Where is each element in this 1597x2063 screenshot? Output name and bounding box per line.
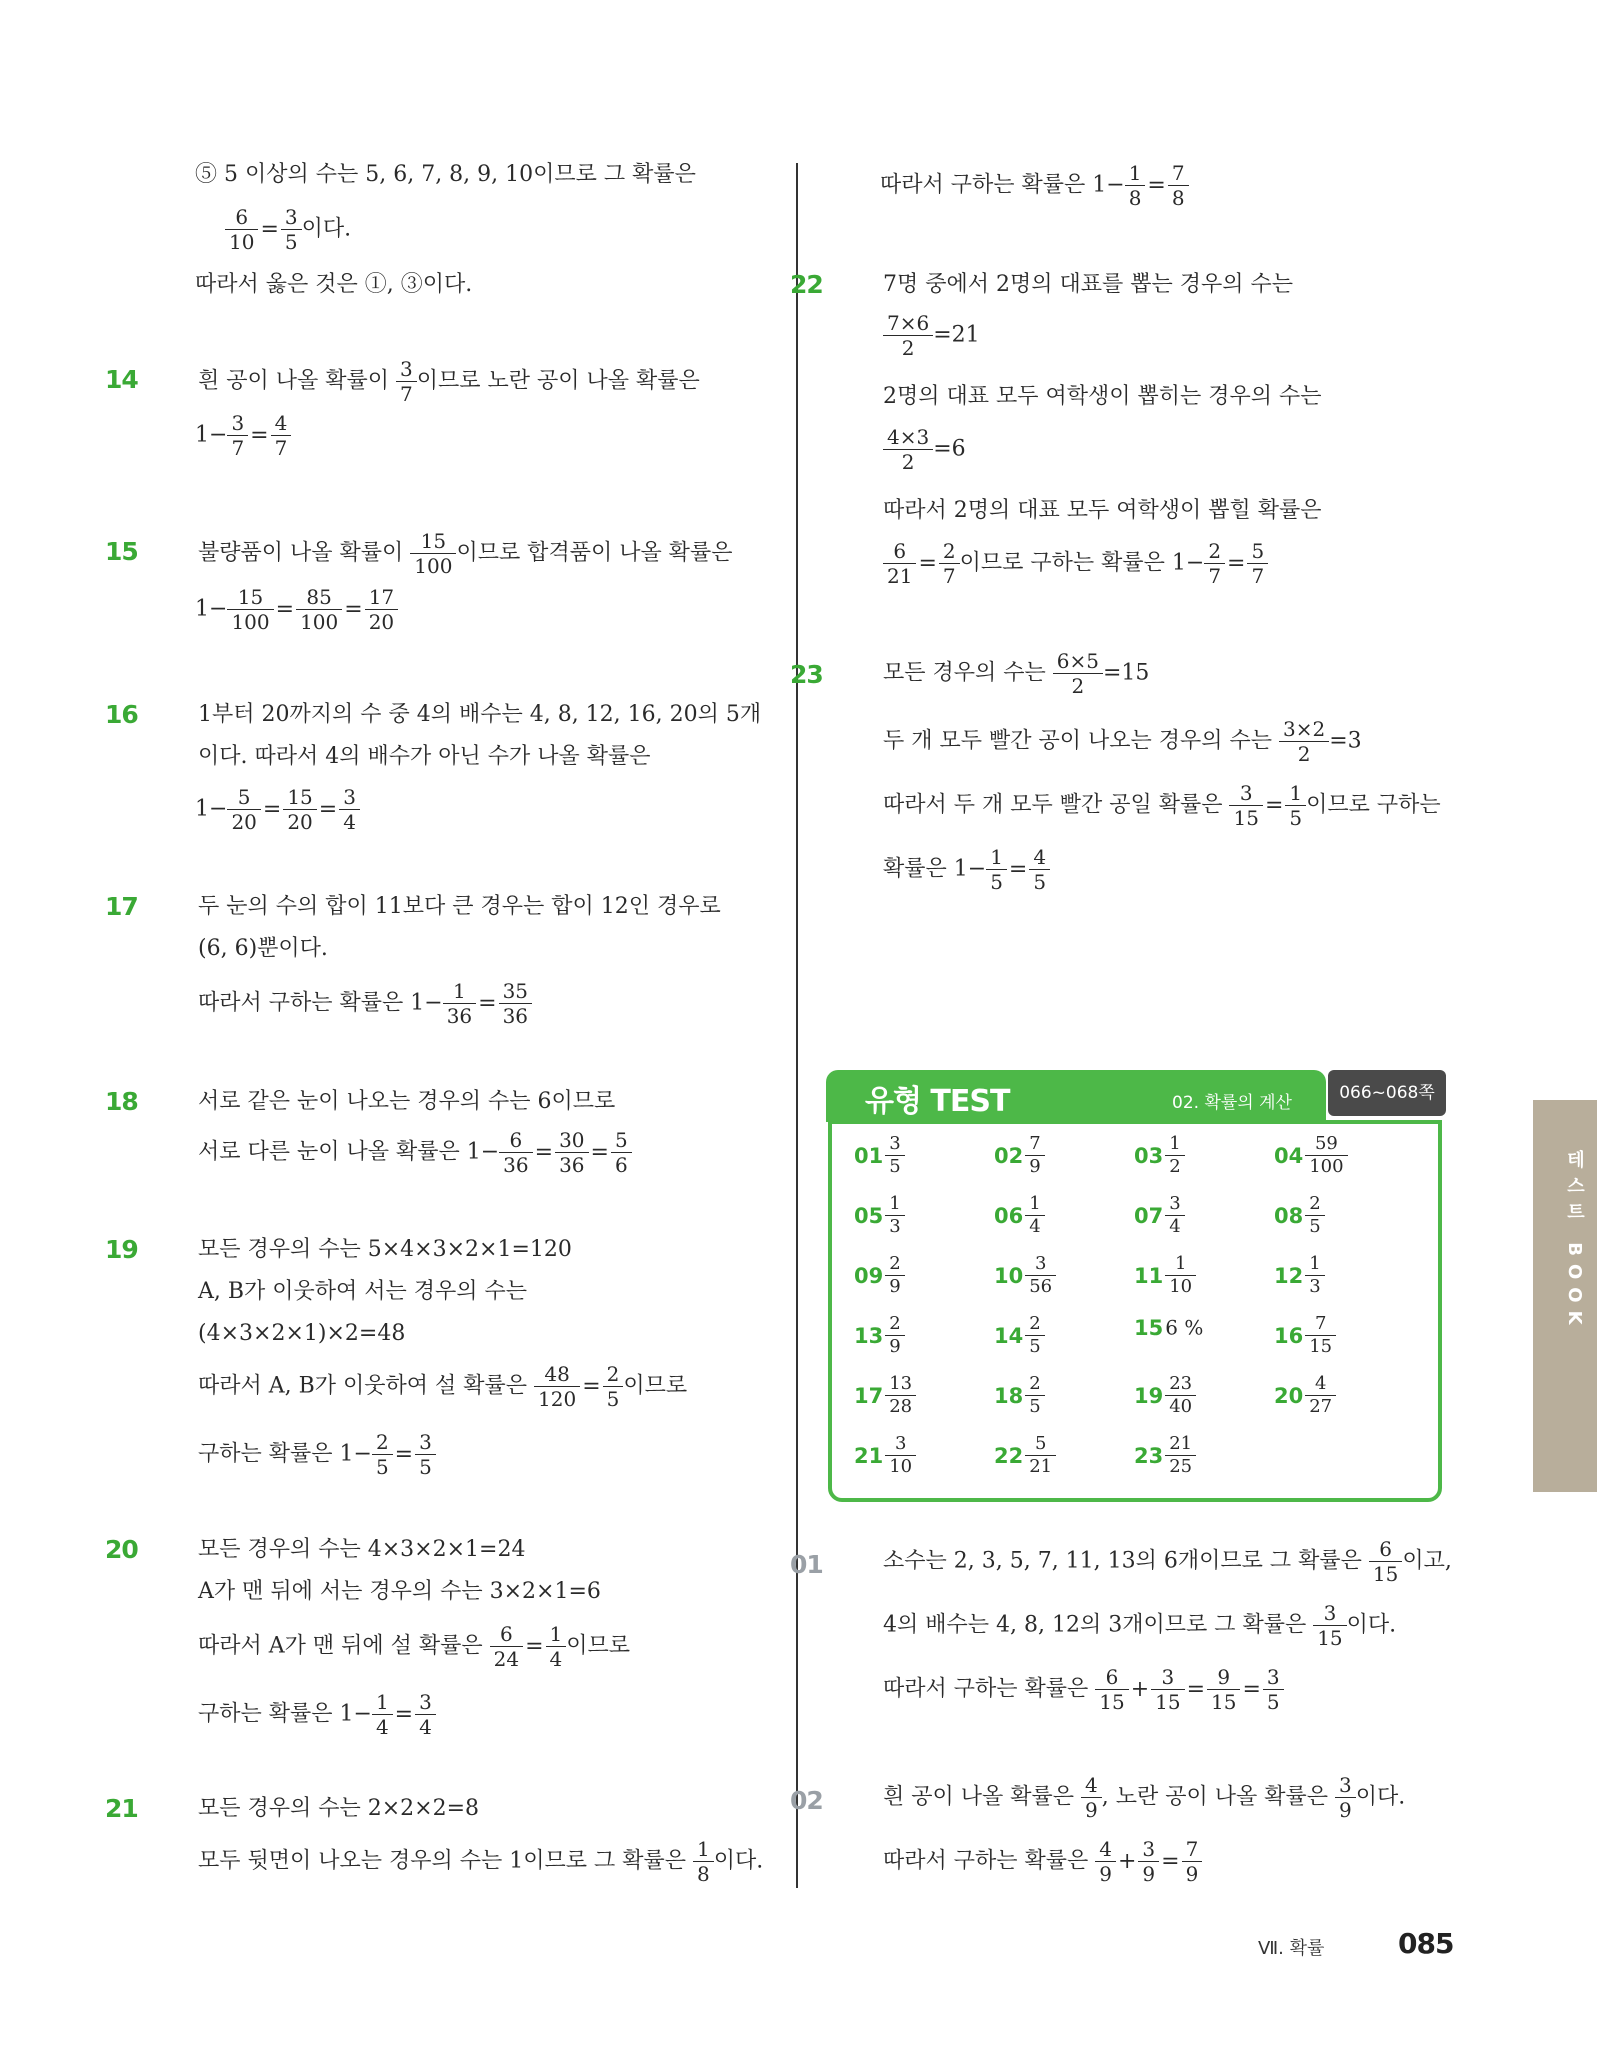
fraction: $\frac{35}{36}$ xyxy=(501,980,530,1027)
fraction: $\frac{6\times 5}{2}$ xyxy=(1055,650,1101,697)
text-line: 구하는 확률은 1− $\frac{2}{5}$ = $\frac{3}{5}$ xyxy=(198,1431,436,1478)
text-line: 따라서 구하는 확률은 $\frac{4}{9}$ + $\frac{3}{9}$ = $\frac{7}{9}$ xyxy=(883,1838,1202,1885)
text-line: 이다. 따라서 4의 배수가 아닌 수가 나올 확률은 xyxy=(198,744,651,769)
fraction: $\frac{3}{7}$ xyxy=(398,358,415,405)
text-line: 따라서 A, B가 이웃하여 설 확률은 $\frac{48}{120}$ = $\frac{2}{5}$ 이므로 xyxy=(198,1362,688,1411)
fraction: $\frac{5}{6}$ xyxy=(613,1129,630,1176)
problem-number: 21 xyxy=(105,1794,138,1823)
answer-item xyxy=(994,1434,1056,1477)
answer-fraction: $\frac{59}{100}$ xyxy=(1307,1134,1345,1177)
answer-fraction: $\frac{1}{4}$ xyxy=(1027,1194,1042,1237)
text-line: 따라서 2명의 대표 모두 여학생이 뽑힐 확률은 xyxy=(883,498,1322,523)
answer-item xyxy=(1134,1374,1196,1417)
fraction: $\frac{1}{4}$ xyxy=(548,1623,565,1670)
answer-fraction: $\frac{3}{56}$ xyxy=(1027,1254,1054,1297)
fraction: $\frac{3}{9}$ xyxy=(1337,1774,1354,1821)
answer-item xyxy=(854,1134,905,1177)
fraction: $\frac{3}{4}$ xyxy=(341,786,358,833)
text-line: 따라서 두 개 모두 빨간 공일 확률은 $\frac{3}{15}$ = $\frac{1}{5}$ 이므로 구하는 xyxy=(883,781,1441,830)
fraction: $\frac{6}{15}$ xyxy=(1371,1538,1400,1585)
fraction: $\frac{6}{24}$ xyxy=(492,1623,521,1670)
text-line: 흰 공이 나올 확률은 $\frac{4}{9}$ , 노란 공이 나올 확률은 $\frac{3}{9}$ 이다. xyxy=(883,1773,1406,1822)
answer-fraction: $\frac{2}{5}$ xyxy=(1027,1374,1042,1417)
answer-fraction: $\frac{4}{27}$ xyxy=(1307,1374,1334,1417)
fraction: $\frac{2}{7}$ xyxy=(941,540,958,587)
fraction: $\frac{15}{20}$ xyxy=(285,786,314,833)
fraction: $\frac{2}{7}$ xyxy=(1206,540,1223,587)
answer-item xyxy=(1274,1254,1325,1297)
text-line: $\frac{6}{10}$ = $\frac{3}{5}$ 이다. xyxy=(225,206,351,253)
answer-item xyxy=(994,1254,1056,1297)
text-line: 구하는 확률은 1− $\frac{1}{4}$ = $\frac{3}{4}$ xyxy=(198,1691,436,1738)
answer-item xyxy=(854,1254,905,1297)
answer-item xyxy=(1274,1374,1336,1417)
problem-number: 14 xyxy=(105,365,138,394)
answer-item xyxy=(854,1374,916,1417)
fraction: $\frac{1}{5}$ xyxy=(988,846,1005,893)
fraction: $\frac{1}{5}$ xyxy=(1287,782,1304,829)
fraction: $\frac{85}{100}$ xyxy=(298,586,340,633)
answer-fraction: $\frac{1}{3}$ xyxy=(1307,1254,1322,1297)
answer-number: 22 xyxy=(994,1443,1024,1468)
text-line: 7명 중에서 2명의 대표를 뽑는 경우의 수는 xyxy=(883,272,1293,297)
answer-number: 12 xyxy=(1274,1263,1304,1288)
fraction: $\frac{1}{8}$ xyxy=(695,1838,712,1885)
answer-fraction: $\frac{1}{3}$ xyxy=(887,1194,902,1237)
fraction: $\frac{6}{15}$ xyxy=(1097,1666,1126,1713)
text-line: 따라서 구하는 확률은 $\frac{6}{15}$ + $\frac{3}{15}$ = $\frac{9}{15}$ = $\frac{3}{5}$ xyxy=(883,1666,1284,1713)
fraction: $\frac{7}{8}$ xyxy=(1170,162,1187,209)
answer-number: 02 xyxy=(994,1143,1024,1168)
fraction: $\frac{4\times 3}{2}$ xyxy=(885,426,931,473)
footer-chapter: Ⅶ. 확률 xyxy=(1258,1938,1325,1959)
text-line: 두 눈의 수의 합이 11보다 큰 경우는 합이 12인 경우로 xyxy=(198,894,721,919)
fraction: $\frac{7}{9}$ xyxy=(1184,1838,1201,1885)
text-line: 따라서 옳은 것은 ①, ③이다. xyxy=(195,272,473,297)
answer-fraction: $\frac{3}{4}$ xyxy=(1167,1194,1182,1237)
answer-number: 10 xyxy=(994,1263,1024,1288)
fraction: $\frac{9}{15}$ xyxy=(1209,1666,1238,1713)
text-line: 확률은 1− $\frac{1}{5}$ = $\frac{4}{5}$ xyxy=(883,846,1050,893)
text-line: 1− $\frac{5}{20}$ = $\frac{15}{20}$ = $\frac{3}{4}$ xyxy=(195,786,360,833)
answer-item xyxy=(994,1314,1045,1357)
answer-number: 20 xyxy=(1274,1383,1304,1408)
text-line: 4의 배수는 4, 8, 12의 3개이므로 그 확률은 $\frac{3}{15}$ 이다. xyxy=(883,1601,1397,1650)
answer-number: 14 xyxy=(994,1323,1024,1348)
problem-number: 15 xyxy=(105,537,138,566)
answer-item xyxy=(854,1314,905,1357)
fraction: $\frac{6}{21}$ xyxy=(885,540,914,587)
fraction: $\frac{3}{4}$ xyxy=(417,1691,434,1738)
fraction: $\frac{1}{36}$ xyxy=(445,980,474,1027)
fraction: $\frac{5}{7}$ xyxy=(1249,540,1266,587)
text-line: 모두 뒷면이 나오는 경우의 수는 1이므로 그 확률은 $\frac{1}{8}$ 이다. xyxy=(198,1837,764,1886)
fraction: $\frac{17}{20}$ xyxy=(367,586,396,633)
problem-number: 22 xyxy=(790,270,823,299)
fraction: $\frac{15}{100}$ xyxy=(412,530,454,577)
problem-number: 23 xyxy=(790,660,823,689)
text-line: 모든 경우의 수는 4×3×2×1=24 xyxy=(198,1537,526,1562)
answer-item xyxy=(1134,1434,1196,1477)
fraction: $\frac{1}{8}$ xyxy=(1127,162,1144,209)
answer-fraction: $\frac{1}{2}$ xyxy=(1167,1134,1182,1177)
fraction: $\frac{3}{9}$ xyxy=(1140,1838,1157,1885)
fraction: $\frac{3\times 2}{2}$ xyxy=(1281,718,1327,765)
text-line: 두 개 모두 빨간 공이 나오는 경우의 수는 $\frac{3\times 2}{2}$ =3 xyxy=(883,717,1362,766)
side-tab-label: 테스트 BOOK xyxy=(1564,1150,1585,1333)
fraction: $\frac{6}{36}$ xyxy=(501,1129,530,1176)
fraction: $\frac{3}{15}$ xyxy=(1315,1602,1344,1649)
fraction: $\frac{5}{20}$ xyxy=(229,786,258,833)
text-line: 흰 공이 나올 확률이 $\frac{3}{7}$ 이므로 노란 공이 나올 확률은 xyxy=(198,357,700,406)
test-subtitle: 02. 확률의 계산 xyxy=(1172,1093,1292,1113)
answer-fraction: $\frac{1}{10}$ xyxy=(1167,1254,1194,1297)
answer-fraction: $\frac{7}{15}$ xyxy=(1307,1314,1334,1357)
text-line: 소수는 2, 3, 5, 7, 11, 13의 6개이므로 그 확률은 $\frac{6}{15}$ 이고, xyxy=(883,1537,1452,1586)
text-line: $\frac{6}{21}$ = $\frac{2}{7}$ 이므로 구하는 확률은 1− $\frac{2}{7}$ = $\frac{5}{7}$ xyxy=(883,540,1268,587)
column-divider xyxy=(796,163,798,1888)
problem-number: 19 xyxy=(105,1235,138,1264)
answer-item xyxy=(994,1134,1045,1177)
problem-number: 18 xyxy=(105,1087,138,1116)
answer-fraction: $\frac{3}{5}$ xyxy=(887,1134,902,1177)
answer-fraction: $\frac{3}{10}$ xyxy=(887,1434,914,1477)
text-line: 따라서 A가 맨 뒤에 설 확률은 $\frac{6}{24}$ = $\frac{1}{4}$ 이므로 xyxy=(198,1622,631,1671)
answer-number: 19 xyxy=(1134,1383,1164,1408)
fraction: $\frac{1}{4}$ xyxy=(374,1691,391,1738)
answer-fraction: $\frac{7}{9}$ xyxy=(1027,1134,1042,1177)
answer-item xyxy=(854,1434,916,1477)
answer-number: 03 xyxy=(1134,1143,1164,1168)
answer-item xyxy=(1274,1314,1336,1357)
text-line: $\frac{4\times 3}{2}$ =6 xyxy=(883,426,966,473)
answer-number: 15 xyxy=(1134,1315,1164,1340)
fraction: $\frac{2}{5}$ xyxy=(605,1363,622,1410)
answer-number: 07 xyxy=(1134,1203,1164,1228)
fraction: $\frac{3}{15}$ xyxy=(1153,1666,1182,1713)
text-line: 따라서 구하는 확률은 1− $\frac{1}{8}$ = $\frac{7}{8}$ xyxy=(880,162,1189,209)
fraction: $\frac{7\times 6}{2}$ xyxy=(885,312,931,359)
answer-fraction: $\frac{2}{5}$ xyxy=(1307,1194,1322,1237)
fraction: $\frac{6}{10}$ xyxy=(227,206,256,253)
answer-item xyxy=(1274,1134,1348,1177)
test-title: 유형 TEST xyxy=(865,1084,1010,1119)
text-line: 2명의 대표 모두 여학생이 뽑히는 경우의 수는 xyxy=(883,384,1322,409)
text-line: 모든 경우의 수는 $\frac{6\times 5}{2}$ =15 xyxy=(883,649,1150,698)
answer-item xyxy=(1134,1134,1185,1177)
text-line: 모든 경우의 수는 5×4×3×2×1=120 xyxy=(198,1237,572,1262)
fraction: $\frac{15}{100}$ xyxy=(229,586,271,633)
text-line: A, B가 이웃하여 서는 경우의 수는 xyxy=(198,1279,528,1304)
fraction: $\frac{3}{5}$ xyxy=(417,1431,434,1478)
text-line: 1− $\frac{15}{100}$ = $\frac{85}{100}$ = $\frac{17}{20}$ xyxy=(195,586,398,633)
answer-number: 06 xyxy=(994,1203,1024,1228)
fraction: $\frac{4}{7}$ xyxy=(273,412,290,459)
fraction: $\frac{3}{5}$ xyxy=(283,206,300,253)
answer-item xyxy=(994,1374,1045,1417)
page-number: 085 xyxy=(1398,1927,1454,1960)
text-line: 1− $\frac{3}{7}$ = $\frac{4}{7}$ xyxy=(195,412,291,459)
text-line: $\frac{7\times 6}{2}$ =21 xyxy=(883,312,980,359)
problem-number: 01 xyxy=(790,1550,823,1579)
answer-number: 13 xyxy=(854,1323,884,1348)
answer-number: 21 xyxy=(854,1443,884,1468)
answer-number: 05 xyxy=(854,1203,884,1228)
answer-item xyxy=(1134,1194,1185,1237)
problem-number: 17 xyxy=(105,892,138,921)
text-line: 1부터 20까지의 수 중 4의 배수는 4, 8, 12, 16, 20의 5개 xyxy=(198,702,762,727)
answer-item xyxy=(1134,1254,1196,1297)
test-page-range: 066~068쪽 xyxy=(1328,1070,1446,1116)
answer-fraction: $\frac{21}{25}$ xyxy=(1167,1434,1194,1477)
text-line: ⑤ 5 이상의 수는 5, 6, 7, 8, 9, 10이므로 그 확률은 xyxy=(195,162,696,187)
answer-number: 17 xyxy=(854,1383,884,1408)
answer-number: 09 xyxy=(854,1263,884,1288)
problem-number: 02 xyxy=(790,1786,823,1815)
answer-number: 01 xyxy=(854,1143,884,1168)
fraction: $\frac{4}{9}$ xyxy=(1083,1774,1100,1821)
fraction: $\frac{3}{7}$ xyxy=(229,412,246,459)
problem-number: 20 xyxy=(105,1535,138,1564)
fraction: $\frac{48}{120}$ xyxy=(536,1363,578,1410)
answer-fraction: $\frac{2}{9}$ xyxy=(887,1314,902,1357)
fraction: $\frac{4}{5}$ xyxy=(1031,846,1048,893)
text-line: 모든 경우의 수는 2×2×2=8 xyxy=(198,1796,480,1821)
answer-fraction: $\frac{5}{21}$ xyxy=(1027,1434,1054,1477)
answer-fraction: $\frac{2}{5}$ xyxy=(1027,1314,1042,1357)
answer-number: 11 xyxy=(1134,1263,1164,1288)
fraction: $\frac{4}{9}$ xyxy=(1097,1838,1114,1885)
fraction: $\frac{2}{5}$ xyxy=(374,1431,391,1478)
answer-item xyxy=(1134,1314,1203,1340)
text-line: 따라서 구하는 확률은 1− $\frac{1}{36}$ = $\frac{35}{36}$ xyxy=(198,980,532,1027)
text-line: A가 맨 뒤에 서는 경우의 수는 3×2×1=6 xyxy=(198,1579,601,1604)
text-line: 불량품이 나올 확률이 $\frac{15}{100}$ 이므로 합격품이 나올 확률은 xyxy=(198,529,733,578)
answer-fraction: $\frac{23}{40}$ xyxy=(1167,1374,1194,1417)
text-line: 서로 같은 눈이 나오는 경우의 수는 6이므로 xyxy=(198,1089,616,1114)
answer-value: 6 % xyxy=(1165,1315,1204,1340)
answer-number: 08 xyxy=(1274,1203,1304,1228)
text-line: (4×3×2×1)×2=48 xyxy=(198,1321,406,1346)
answer-fraction: $\frac{13}{28}$ xyxy=(887,1374,914,1417)
fraction: $\frac{3}{5}$ xyxy=(1265,1666,1282,1713)
answer-item xyxy=(994,1194,1045,1237)
answer-item xyxy=(854,1194,905,1237)
fraction: $\frac{30}{36}$ xyxy=(557,1129,586,1176)
answer-fraction: $\frac{2}{9}$ xyxy=(887,1254,902,1297)
answer-number: 16 xyxy=(1274,1323,1304,1348)
answer-number: 04 xyxy=(1274,1143,1304,1168)
answer-number: 18 xyxy=(994,1383,1024,1408)
answer-number: 23 xyxy=(1134,1443,1164,1468)
answer-item xyxy=(1274,1194,1325,1237)
fraction: $\frac{3}{15}$ xyxy=(1231,782,1260,829)
text-line: 서로 다른 눈이 나올 확률은 1− $\frac{6}{36}$ = $\frac{30}{36}$ = $\frac{5}{6}$ xyxy=(198,1129,632,1176)
text-line: (6, 6)뿐이다. xyxy=(198,936,328,961)
test-answer-box xyxy=(828,1120,1442,1502)
problem-number: 16 xyxy=(105,700,138,729)
